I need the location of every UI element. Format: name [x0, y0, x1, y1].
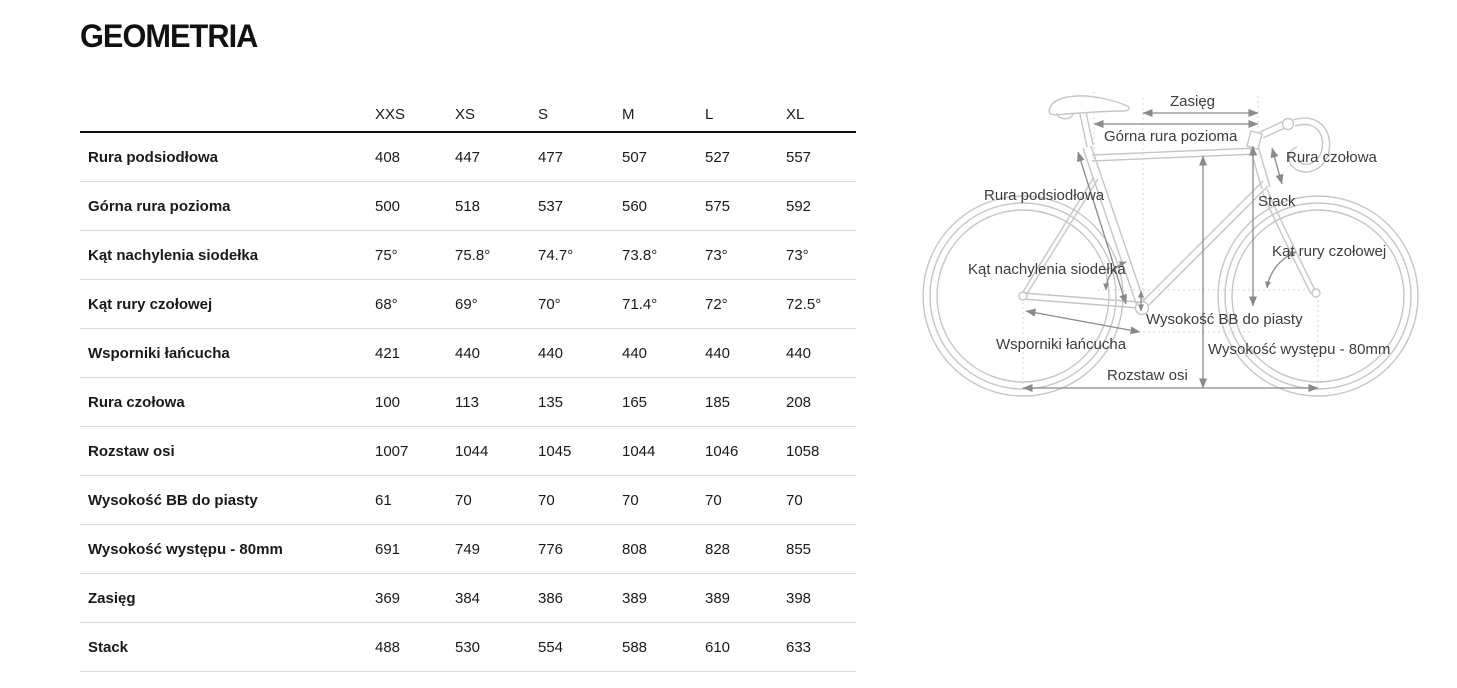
size-value: 369: [375, 589, 401, 607]
size-value: 691: [375, 540, 401, 558]
size-value: 75°: [375, 246, 398, 264]
table-row: [80, 525, 856, 574]
size-value: 408: [375, 148, 401, 166]
row-label: Kąt nachylenia siodełka: [88, 246, 259, 264]
size-value: 610: [705, 638, 731, 656]
size-value: 70: [622, 491, 639, 509]
page-title: GEOMETRIA: [80, 18, 258, 54]
size-value: 440: [786, 344, 812, 362]
size-value: 70: [455, 491, 472, 509]
size-value: 477: [538, 148, 564, 166]
size-value: 398: [786, 589, 812, 607]
size-value: 557: [786, 148, 812, 166]
size-value: 575: [705, 197, 731, 215]
diagram-label-kat-rury-czolowej: Kąt rury czołowej: [1272, 243, 1387, 260]
size-value: 73°: [786, 246, 809, 264]
row-label: Wysokość BB do piasty: [88, 491, 258, 509]
size-value: 1044: [455, 442, 489, 460]
row-label: Kąt rury czołowej: [88, 295, 213, 313]
size-value: 421: [375, 344, 401, 362]
row-label: Zasięg: [88, 589, 136, 607]
table-header-row: [80, 97, 856, 133]
size-value: 828: [705, 540, 731, 558]
size-value: 68°: [375, 295, 398, 313]
size-value: 530: [455, 638, 481, 656]
size-value: 440: [455, 344, 481, 362]
table-row: [80, 378, 856, 427]
diagram-label-rozstaw-osi: Rozstaw osi: [1107, 367, 1188, 384]
size-value: 560: [622, 197, 648, 215]
size-value: 855: [786, 540, 812, 558]
row-label: Rura podsiodłowa: [88, 148, 219, 166]
size-value: 440: [705, 344, 731, 362]
table-row: [80, 476, 856, 525]
size-value: 808: [622, 540, 648, 558]
table-row: [80, 231, 856, 280]
size-value: 386: [538, 589, 564, 607]
size-value: 100: [375, 393, 401, 411]
column-header-m: M: [622, 105, 635, 123]
size-value: 70: [705, 491, 722, 509]
size-value: 633: [786, 638, 812, 656]
size-value: 389: [622, 589, 648, 607]
size-value: 208: [786, 393, 812, 411]
row-label: Górna rura pozioma: [88, 197, 231, 215]
size-value: 1007: [375, 442, 409, 460]
size-value: 440: [622, 344, 648, 362]
geometry-table: [80, 97, 856, 672]
table-row: [80, 623, 856, 672]
size-value: 389: [705, 589, 731, 607]
bike-geometry-diagram: [920, 80, 1457, 410]
size-value: 70: [538, 491, 555, 509]
column-header-xs: XS: [455, 105, 476, 123]
table-row: [80, 574, 856, 623]
table-row: [80, 427, 856, 476]
table-row: [80, 133, 856, 182]
size-value: 185: [705, 393, 731, 411]
size-value: 75.8°: [455, 246, 491, 264]
size-value: 72°: [705, 295, 728, 313]
column-header-xxs: XXS: [375, 105, 406, 123]
size-value: 73.8°: [622, 246, 658, 264]
size-value: 507: [622, 148, 648, 166]
size-value: 61: [375, 491, 392, 509]
row-label: Wysokość występu - 80mm: [88, 540, 283, 558]
size-value: 72.5°: [786, 295, 822, 313]
diagram-label-rura-podsiodlowa: Rura podsiodłowa: [984, 187, 1105, 204]
size-value: 440: [538, 344, 564, 362]
size-value: 69°: [455, 295, 478, 313]
diagram-label-rura-czolowa: Rura czołowa: [1286, 149, 1377, 166]
size-value: 500: [375, 197, 401, 215]
row-label: Rozstaw osi: [88, 442, 175, 460]
size-value: 592: [786, 197, 812, 215]
diagram-label-kat-nachylenia-siodelka: Kąt nachylenia siodełka: [968, 261, 1126, 278]
size-value: 1045: [538, 442, 572, 460]
size-value: 165: [622, 393, 648, 411]
diagram-label-wysokosc-bb-do-piasty: Wysokość BB do piasty: [1146, 311, 1303, 328]
size-value: 1058: [786, 442, 820, 460]
size-value: 74.7°: [538, 246, 574, 264]
size-value: 537: [538, 197, 564, 215]
diagram-label-wsporniki-lancucha: Wsporniki łańcucha: [996, 336, 1127, 353]
size-value: 1046: [705, 442, 739, 460]
column-header-xl: XL: [786, 105, 805, 123]
size-value: 488: [375, 638, 401, 656]
column-header-s: S: [538, 105, 549, 123]
size-value: 588: [622, 638, 648, 656]
diagram-label-wysokosc-wystepu: Wysokość występu - 80mm: [1208, 341, 1391, 358]
table-row: [80, 329, 856, 378]
size-value: 518: [455, 197, 481, 215]
size-value: 447: [455, 148, 481, 166]
table-row: [80, 182, 856, 231]
size-value: 554: [538, 638, 564, 656]
diagram-label-stack: Stack: [1258, 193, 1296, 210]
saddle: [1049, 96, 1129, 119]
size-value: 776: [538, 540, 564, 558]
size-value: 71.4°: [622, 295, 658, 313]
size-value: 73°: [705, 246, 728, 264]
diagram-label-zasieg: Zasięg: [1170, 93, 1216, 110]
size-value: 1044: [622, 442, 656, 460]
size-value: 384: [455, 589, 481, 607]
column-header-l: L: [705, 105, 714, 123]
table-row: [80, 280, 856, 329]
diagram-label-gorna-rura-pozioma: Górna rura pozioma: [1104, 128, 1238, 145]
size-value: 70: [786, 491, 803, 509]
size-value: 749: [455, 540, 481, 558]
row-label: Wsporniki łańcucha: [88, 344, 230, 362]
size-value: 135: [538, 393, 564, 411]
size-value: 70°: [538, 295, 561, 313]
size-value: 113: [455, 393, 479, 411]
row-label: Stack: [88, 638, 129, 656]
size-value: 527: [705, 148, 731, 166]
row-label: Rura czołowa: [88, 393, 185, 411]
